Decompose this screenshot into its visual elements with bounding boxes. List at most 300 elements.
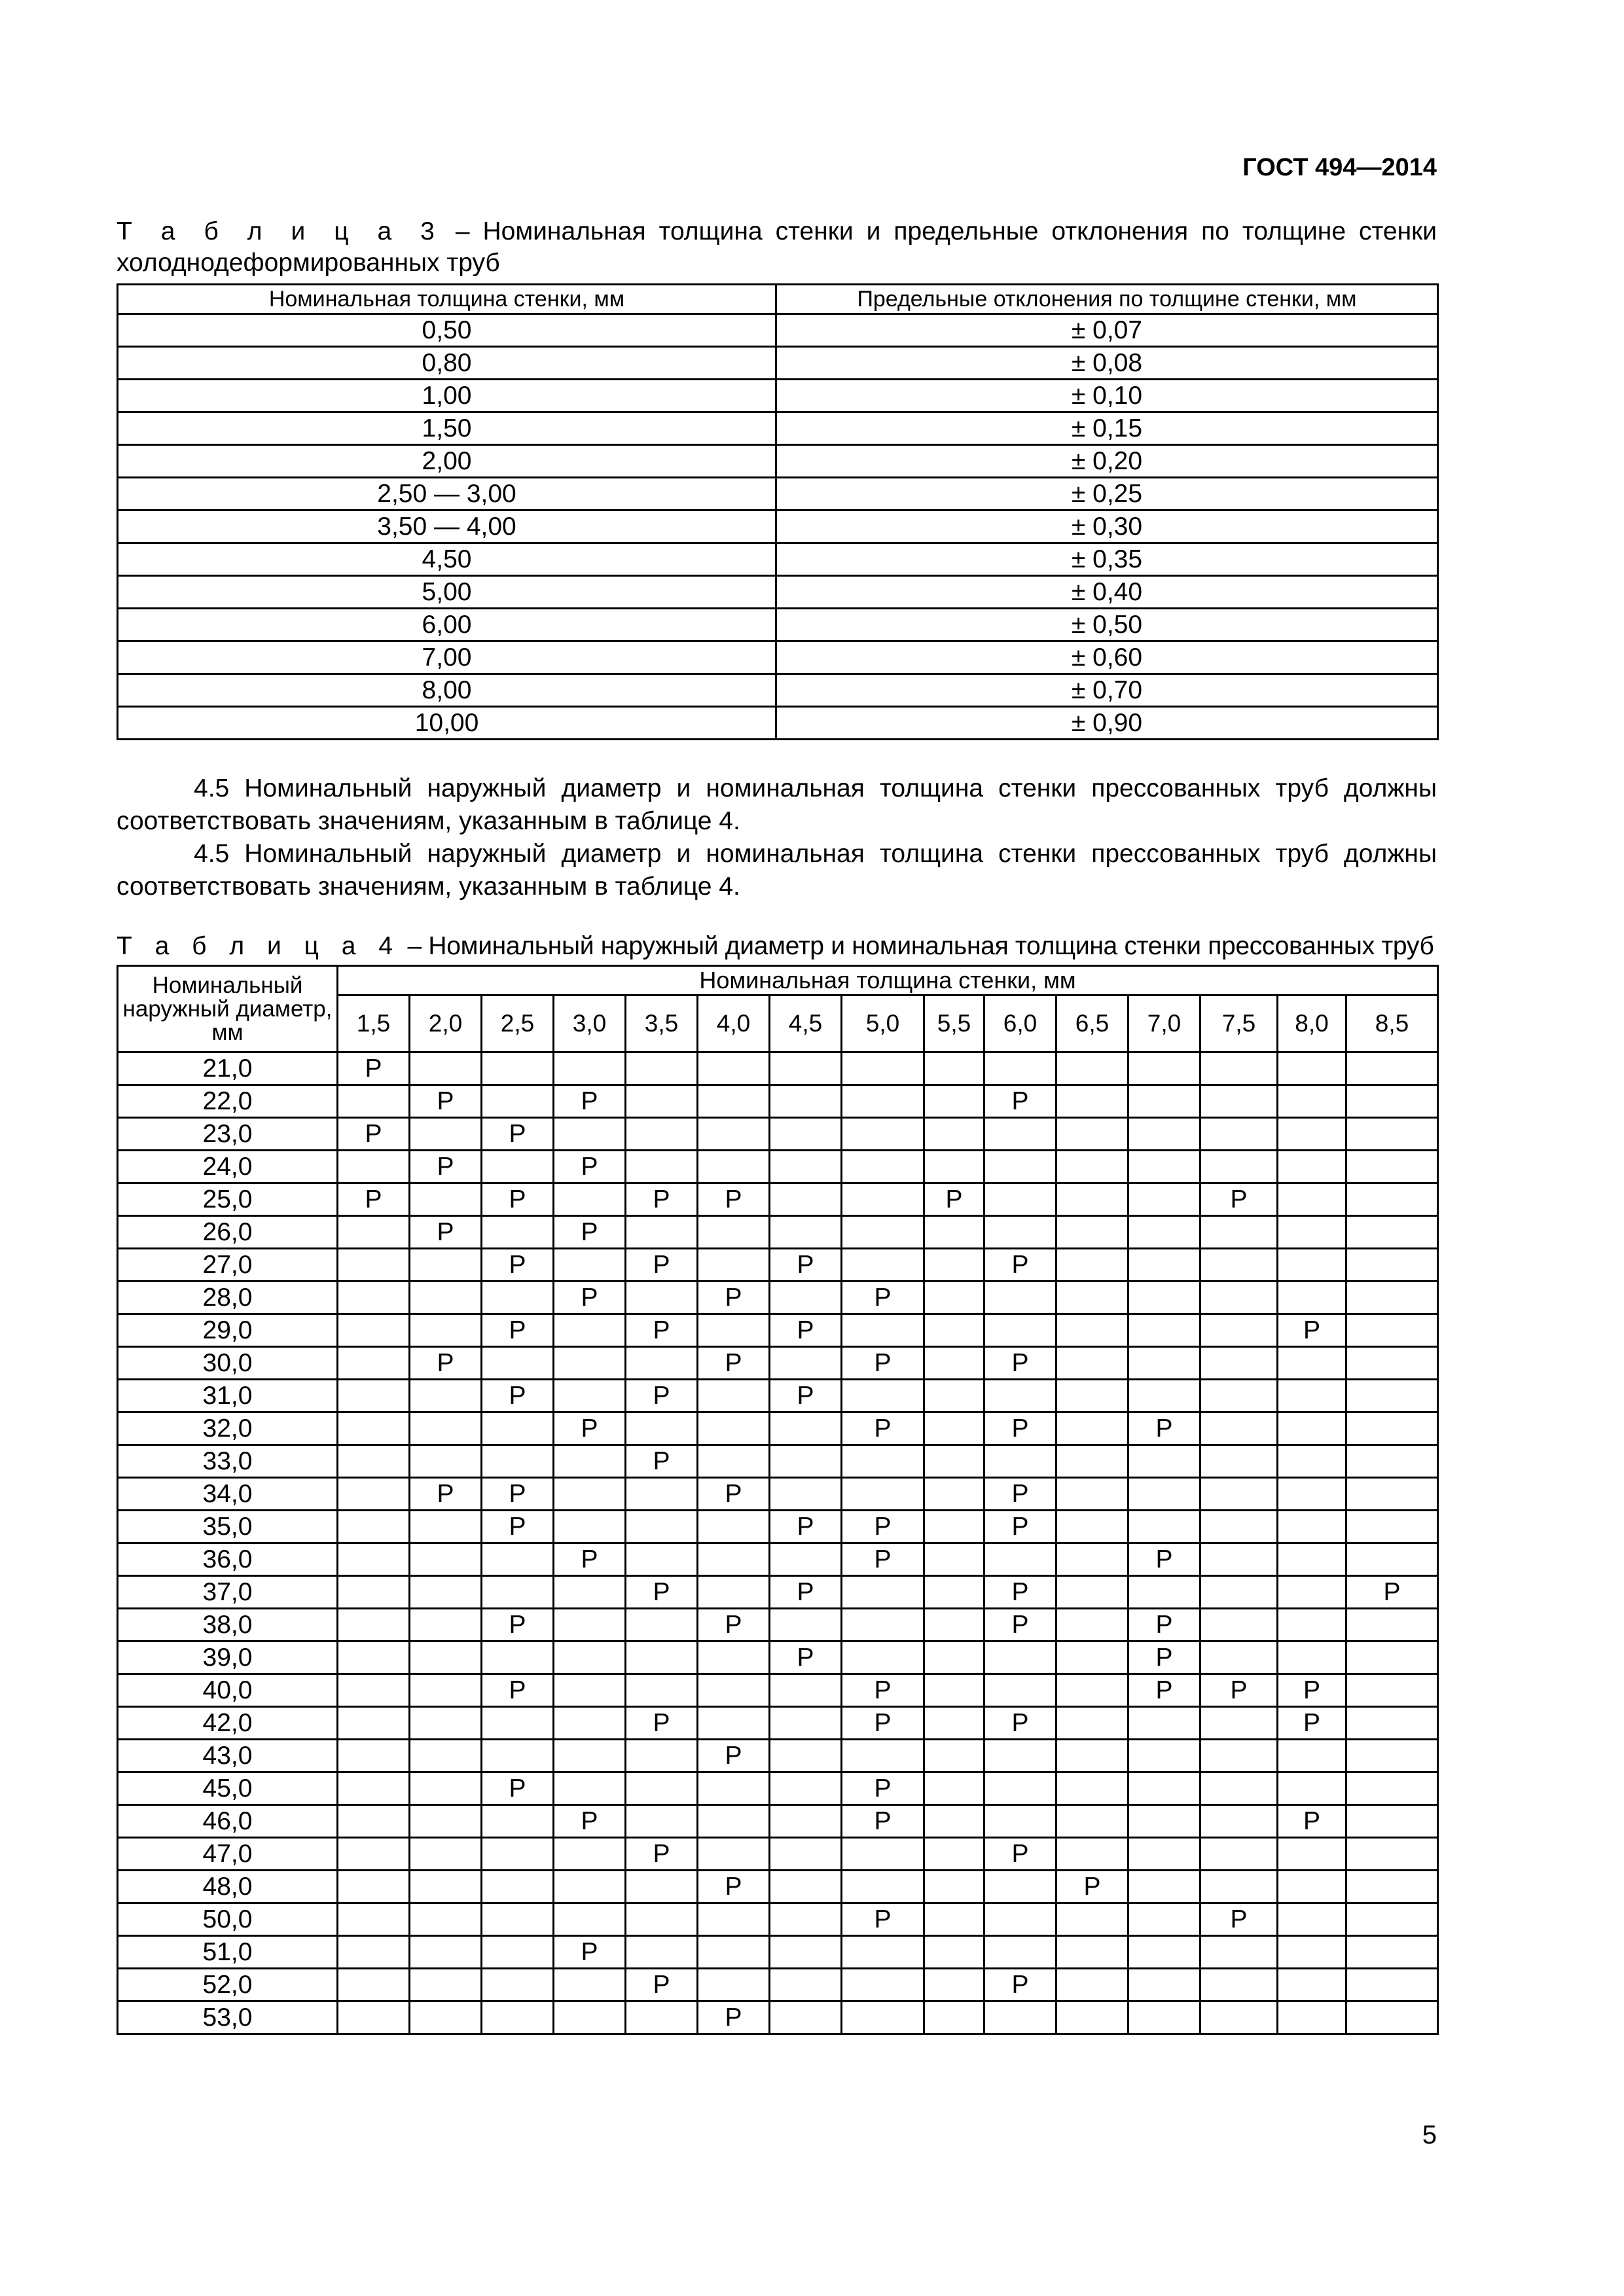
availability-cell (1346, 1903, 1438, 1936)
availability-cell (410, 1183, 482, 1216)
availability-cell (1128, 2001, 1200, 2034)
deviation-cell: ± 0,08 (776, 347, 1438, 380)
table-row (118, 1478, 1438, 1511)
availability-cell: Р (842, 1674, 924, 1707)
availability-cell (482, 1085, 554, 1118)
availability-cell (842, 1740, 924, 1772)
availability-cell (1278, 1347, 1346, 1380)
availability-cell: Р (698, 1282, 770, 1314)
diameter-cell: 25,0 (118, 1183, 338, 1216)
availability-cell: Р (482, 1183, 554, 1216)
availability-cell (984, 1903, 1056, 1936)
availability-cell: Р (842, 1772, 924, 1805)
table-row (118, 1641, 1438, 1674)
availability-cell: Р (698, 1347, 770, 1380)
availability-cell (1056, 1772, 1128, 1805)
availability-cell (482, 1282, 554, 1314)
availability-cell (1200, 1838, 1278, 1871)
availability-cell: Р (770, 1511, 842, 1543)
table-row (118, 445, 1438, 478)
paragraph-text: 4.5 Номинальный наружный диаметр и номинальная толщина стенки прессованных труб должны соответствовать значениям, указанным в таблице 4. (117, 840, 1437, 901)
availability-cell (698, 1772, 770, 1805)
diameter-cell: 46,0 (118, 1805, 338, 1838)
availability-cell (1278, 1772, 1346, 1805)
availability-cell (984, 1543, 1056, 1576)
availability-cell: Р (984, 1412, 1056, 1445)
availability-cell (1200, 1641, 1278, 1674)
availability-cell (626, 1805, 698, 1838)
availability-cell: Р (842, 1707, 924, 1740)
page-number: 5 (1422, 2121, 1437, 2149)
diameter-cell: 30,0 (118, 1347, 338, 1380)
thickness-column-header: 2,5 (482, 996, 554, 1052)
availability-cell: Р (482, 1772, 554, 1805)
availability-cell (1278, 1838, 1346, 1871)
availability-cell: Р (984, 1085, 1056, 1118)
deviation-cell: ± 0,07 (776, 314, 1438, 347)
availability-cell (1278, 1052, 1346, 1085)
availability-cell (338, 1641, 410, 1674)
availability-cell (338, 1478, 410, 1511)
table-row (118, 478, 1438, 511)
availability-cell (554, 1314, 626, 1347)
availability-cell (482, 1052, 554, 1085)
table-row (118, 1183, 1438, 1216)
availability-cell (924, 1052, 984, 1085)
deviation-cell: ± 0,50 (776, 609, 1438, 641)
availability-cell (1128, 1347, 1200, 1380)
availability-cell (338, 1969, 410, 2001)
availability-cell (924, 2001, 984, 2034)
availability-cell (770, 1609, 842, 1641)
availability-cell (1278, 1085, 1346, 1118)
availability-cell (338, 1282, 410, 1314)
wall-thickness-cell: 0,80 (118, 347, 776, 380)
availability-cell (482, 1216, 554, 1249)
availability-cell (770, 1412, 842, 1445)
table-row (118, 1282, 1438, 1314)
availability-cell (1056, 1969, 1128, 2001)
table-row (118, 1445, 1438, 1478)
availability-cell: Р (770, 1641, 842, 1674)
thickness-column-header: 6,0 (984, 996, 1056, 1052)
availability-cell (698, 1838, 770, 1871)
wall-thickness-cell: 4,50 (118, 543, 776, 576)
wall-thickness-cell: 1,50 (118, 412, 776, 445)
thickness-column-header: 3,5 (626, 996, 698, 1052)
availability-cell (698, 1903, 770, 1936)
availability-cell: Р (554, 1282, 626, 1314)
deviation-cell: ± 0,60 (776, 641, 1438, 674)
diameter-cell: 24,0 (118, 1151, 338, 1183)
availability-cell (924, 1576, 984, 1609)
availability-cell (842, 1249, 924, 1282)
diameter-cell: 23,0 (118, 1118, 338, 1151)
table4-caption (117, 931, 1437, 962)
availability-cell (1346, 1511, 1438, 1543)
availability-cell (554, 1183, 626, 1216)
availability-cell (1056, 1183, 1128, 1216)
availability-cell: Р (338, 1118, 410, 1151)
availability-cell: Р (842, 1543, 924, 1576)
thickness-column-header: 7,5 (1200, 996, 1278, 1052)
availability-cell: Р (1200, 1903, 1278, 1936)
wall-thickness-cell: 7,00 (118, 641, 776, 674)
availability-cell (1056, 1641, 1128, 1674)
availability-cell (482, 1347, 554, 1380)
wall-thickness-cell: 3,50 — 4,00 (118, 511, 776, 543)
availability-cell: Р (626, 1707, 698, 1740)
availability-cell (1056, 1576, 1128, 1609)
availability-cell (1128, 1183, 1200, 1216)
table-row (118, 1903, 1438, 1936)
availability-cell (1056, 1740, 1128, 1772)
deviation-cell: ± 0,25 (776, 478, 1438, 511)
availability-cell (1056, 1903, 1128, 1936)
availability-cell: Р (1128, 1674, 1200, 1707)
availability-cell: Р (1056, 1871, 1128, 1903)
table-row (118, 1511, 1438, 1543)
availability-cell (770, 1903, 842, 1936)
availability-cell (482, 1838, 554, 1871)
availability-cell (924, 1314, 984, 1347)
thickness-column-header: 2,0 (410, 996, 482, 1052)
table-row (118, 347, 1438, 380)
availability-cell (924, 1282, 984, 1314)
availability-cell (1056, 1118, 1128, 1151)
availability-cell (770, 1445, 842, 1478)
availability-cell (1200, 1805, 1278, 1838)
availability-cell (842, 1936, 924, 1969)
availability-cell: Р (1128, 1543, 1200, 1576)
availability-cell: Р (698, 1740, 770, 1772)
availability-cell (626, 1282, 698, 1314)
wall-thickness-cell: 10,00 (118, 707, 776, 740)
availability-cell (338, 1936, 410, 1969)
table-row (118, 511, 1438, 543)
availability-cell: Р (554, 1085, 626, 1118)
availability-cell (1346, 1805, 1438, 1838)
availability-cell (554, 1609, 626, 1641)
availability-cell: Р (626, 1183, 698, 1216)
availability-cell (410, 1282, 482, 1314)
availability-cell (626, 1347, 698, 1380)
availability-cell (1200, 1216, 1278, 1249)
diameter-cell: 42,0 (118, 1707, 338, 1740)
availability-cell (770, 1772, 842, 1805)
availability-cell (554, 1118, 626, 1151)
table-row (118, 1118, 1438, 1151)
table-row (118, 674, 1438, 707)
availability-cell (842, 1641, 924, 1674)
diameter-cell: 31,0 (118, 1380, 338, 1412)
diameter-cell: 26,0 (118, 1216, 338, 1249)
diameter-cell: 33,0 (118, 1445, 338, 1478)
availability-cell (1200, 1249, 1278, 1282)
availability-cell (984, 1118, 1056, 1151)
availability-cell (1278, 1282, 1346, 1314)
availability-cell (1346, 1380, 1438, 1412)
availability-cell (842, 2001, 924, 2034)
availability-cell (1128, 1871, 1200, 1903)
table-row (118, 1936, 1438, 1969)
availability-cell (770, 1805, 842, 1838)
availability-cell (1128, 1838, 1200, 1871)
table4 (117, 965, 1439, 2035)
table-row (118, 1380, 1438, 1412)
availability-cell (698, 1216, 770, 1249)
availability-cell (1278, 1641, 1346, 1674)
availability-cell (1056, 1511, 1128, 1543)
availability-cell (698, 1707, 770, 1740)
availability-cell: Р (698, 1871, 770, 1903)
availability-cell (924, 1838, 984, 1871)
availability-cell (554, 1740, 626, 1772)
availability-cell: Р (984, 1478, 1056, 1511)
table-row (118, 1543, 1438, 1576)
availability-cell (626, 1151, 698, 1183)
availability-cell: Р (698, 1609, 770, 1641)
availability-cell (1056, 1380, 1128, 1412)
availability-cell (698, 1052, 770, 1085)
availability-cell (1278, 1151, 1346, 1183)
diameter-cell: 29,0 (118, 1314, 338, 1347)
availability-cell: Р (482, 1249, 554, 1282)
availability-cell (626, 1609, 698, 1641)
availability-cell (770, 1674, 842, 1707)
availability-cell: Р (1278, 1707, 1346, 1740)
availability-cell (626, 1412, 698, 1445)
availability-cell (1056, 1314, 1128, 1347)
availability-cell: Р (482, 1511, 554, 1543)
table-row (118, 707, 1438, 740)
availability-cell (410, 1445, 482, 1478)
table-row (118, 1805, 1438, 1838)
availability-cell (924, 1118, 984, 1151)
availability-cell (410, 1969, 482, 2001)
availability-cell (1278, 1216, 1346, 1249)
availability-cell (1128, 1445, 1200, 1478)
table4-header-row (118, 966, 1438, 996)
availability-cell (1200, 1445, 1278, 1478)
availability-cell (924, 1249, 984, 1282)
diameter-cell: 32,0 (118, 1412, 338, 1445)
availability-cell (770, 1151, 842, 1183)
availability-cell (626, 1674, 698, 1707)
availability-cell (842, 1609, 924, 1641)
wall-thickness-cell: 0,50 (118, 314, 776, 347)
diameter-cell: 39,0 (118, 1641, 338, 1674)
table3-caption (117, 216, 1437, 279)
diameter-cell: 43,0 (118, 1740, 338, 1772)
table3-col-deviation: Предельные отклонения по толщине стенки, мм (776, 285, 1438, 314)
availability-cell (1200, 1871, 1278, 1903)
availability-cell (1200, 1936, 1278, 1969)
availability-cell (1056, 1151, 1128, 1183)
availability-cell (770, 1478, 842, 1511)
availability-cell: Р (410, 1478, 482, 1511)
availability-cell (984, 1805, 1056, 1838)
availability-cell (482, 1445, 554, 1478)
availability-cell (1200, 1380, 1278, 1412)
thickness-column-header: 1,5 (338, 996, 410, 1052)
availability-cell (1056, 1347, 1128, 1380)
availability-cell (1278, 1871, 1346, 1903)
availability-cell: Р (626, 1314, 698, 1347)
availability-cell (410, 1412, 482, 1445)
diameter-cell: 37,0 (118, 1576, 338, 1609)
availability-cell (698, 1511, 770, 1543)
availability-cell (338, 1511, 410, 1543)
availability-cell (770, 1052, 842, 1085)
availability-cell: Р (1278, 1805, 1346, 1838)
availability-cell (338, 1903, 410, 1936)
availability-cell (410, 1707, 482, 1740)
availability-cell: Р (984, 1347, 1056, 1380)
availability-cell (770, 1740, 842, 1772)
table-row (118, 1412, 1438, 1445)
availability-cell: Р (842, 1511, 924, 1543)
table-row (118, 1772, 1438, 1805)
availability-cell (1346, 1085, 1438, 1118)
deviation-cell: ± 0,70 (776, 674, 1438, 707)
availability-cell (770, 1183, 842, 1216)
diameter-cell: 50,0 (118, 1903, 338, 1936)
deviation-cell: ± 0,40 (776, 576, 1438, 609)
availability-cell (1346, 1772, 1438, 1805)
availability-cell: Р (482, 1674, 554, 1707)
availability-cell (698, 1085, 770, 1118)
availability-cell (554, 1871, 626, 1903)
diameter-cell: 22,0 (118, 1085, 338, 1118)
table-row (118, 1052, 1438, 1085)
availability-cell (1346, 1052, 1438, 1085)
availability-cell: Р (698, 1183, 770, 1216)
availability-cell (1346, 1249, 1438, 1282)
availability-cell (1056, 1478, 1128, 1511)
availability-cell (1346, 1838, 1438, 1871)
availability-cell (1056, 1412, 1128, 1445)
availability-cell (698, 1576, 770, 1609)
thickness-column-header: 8,5 (1346, 996, 1438, 1052)
availability-cell (698, 1412, 770, 1445)
availability-cell (1346, 1609, 1438, 1641)
availability-cell (984, 1151, 1056, 1183)
availability-cell (482, 1707, 554, 1740)
availability-cell: Р (626, 1838, 698, 1871)
diameter-cell: 52,0 (118, 1969, 338, 2001)
availability-cell (1346, 1347, 1438, 1380)
availability-cell (1346, 1641, 1438, 1674)
table-row (118, 380, 1438, 412)
availability-cell (626, 1543, 698, 1576)
availability-cell: Р (842, 1347, 924, 1380)
availability-cell (1278, 1609, 1346, 1641)
availability-cell (1128, 1216, 1200, 1249)
availability-cell (1128, 1740, 1200, 1772)
availability-cell (984, 1740, 1056, 1772)
availability-cell (338, 1151, 410, 1183)
availability-cell (554, 1641, 626, 1674)
availability-cell: Р (1200, 1183, 1278, 1216)
availability-cell (924, 1445, 984, 1478)
availability-cell (1200, 1740, 1278, 1772)
table-row (118, 412, 1438, 445)
availability-cell (842, 1380, 924, 1412)
wall-thickness-cell: 1,00 (118, 380, 776, 412)
availability-cell: Р (1278, 1314, 1346, 1347)
availability-cell (984, 1282, 1056, 1314)
availability-cell (984, 1772, 1056, 1805)
availability-cell (1200, 1412, 1278, 1445)
thickness-column-header: 7,0 (1128, 996, 1200, 1052)
table-row (118, 543, 1438, 576)
availability-cell (1278, 1511, 1346, 1543)
availability-cell (338, 1445, 410, 1478)
availability-cell (410, 1314, 482, 1347)
availability-cell: Р (1278, 1674, 1346, 1707)
availability-cell (1346, 1151, 1438, 1183)
availability-cell (338, 1707, 410, 1740)
availability-cell: Р (482, 1609, 554, 1641)
table-row (118, 1871, 1438, 1903)
availability-cell: Р (338, 1183, 410, 1216)
availability-cell: Р (554, 1543, 626, 1576)
availability-cell: Р (842, 1903, 924, 1936)
availability-cell (1056, 1216, 1128, 1249)
availability-cell (1346, 1216, 1438, 1249)
availability-cell: Р (842, 1805, 924, 1838)
deviation-cell: ± 0,35 (776, 543, 1438, 576)
availability-cell (338, 1085, 410, 1118)
availability-cell (1128, 1511, 1200, 1543)
availability-cell (1128, 1772, 1200, 1805)
availability-cell (924, 1936, 984, 1969)
availability-cell (338, 1412, 410, 1445)
diameter-cell: 38,0 (118, 1609, 338, 1641)
availability-cell (770, 1707, 842, 1740)
availability-cell (554, 1478, 626, 1511)
availability-cell (842, 1118, 924, 1151)
availability-cell (770, 1085, 842, 1118)
availability-cell (924, 1543, 984, 1576)
availability-cell (698, 1249, 770, 1282)
availability-cell (1278, 1118, 1346, 1151)
availability-cell: Р (770, 1314, 842, 1347)
availability-cell (410, 1641, 482, 1674)
wall-thickness-cell: 8,00 (118, 674, 776, 707)
paragraph-text: 4.5 Номинальный наружный диаметр и номинальная толщина стенки прессованных труб должны соответствовать значениям, указанным в таблице 4. (117, 774, 1437, 835)
availability-cell (410, 1838, 482, 1871)
availability-cell (410, 1772, 482, 1805)
availability-cell (554, 1249, 626, 1282)
table-row (118, 1609, 1438, 1641)
availability-cell (698, 1674, 770, 1707)
diameter-cell: 34,0 (118, 1478, 338, 1511)
availability-cell: Р (554, 1151, 626, 1183)
availability-cell (1278, 1740, 1346, 1772)
availability-cell (626, 1478, 698, 1511)
availability-cell: Р (698, 2001, 770, 2034)
table-row (118, 1216, 1438, 1249)
availability-cell (1056, 1445, 1128, 1478)
availability-cell (770, 1347, 842, 1380)
availability-cell (554, 1576, 626, 1609)
availability-cell (984, 1936, 1056, 1969)
deviation-cell: ± 0,15 (776, 412, 1438, 445)
availability-cell (410, 1249, 482, 1282)
table-row (118, 2001, 1438, 2034)
